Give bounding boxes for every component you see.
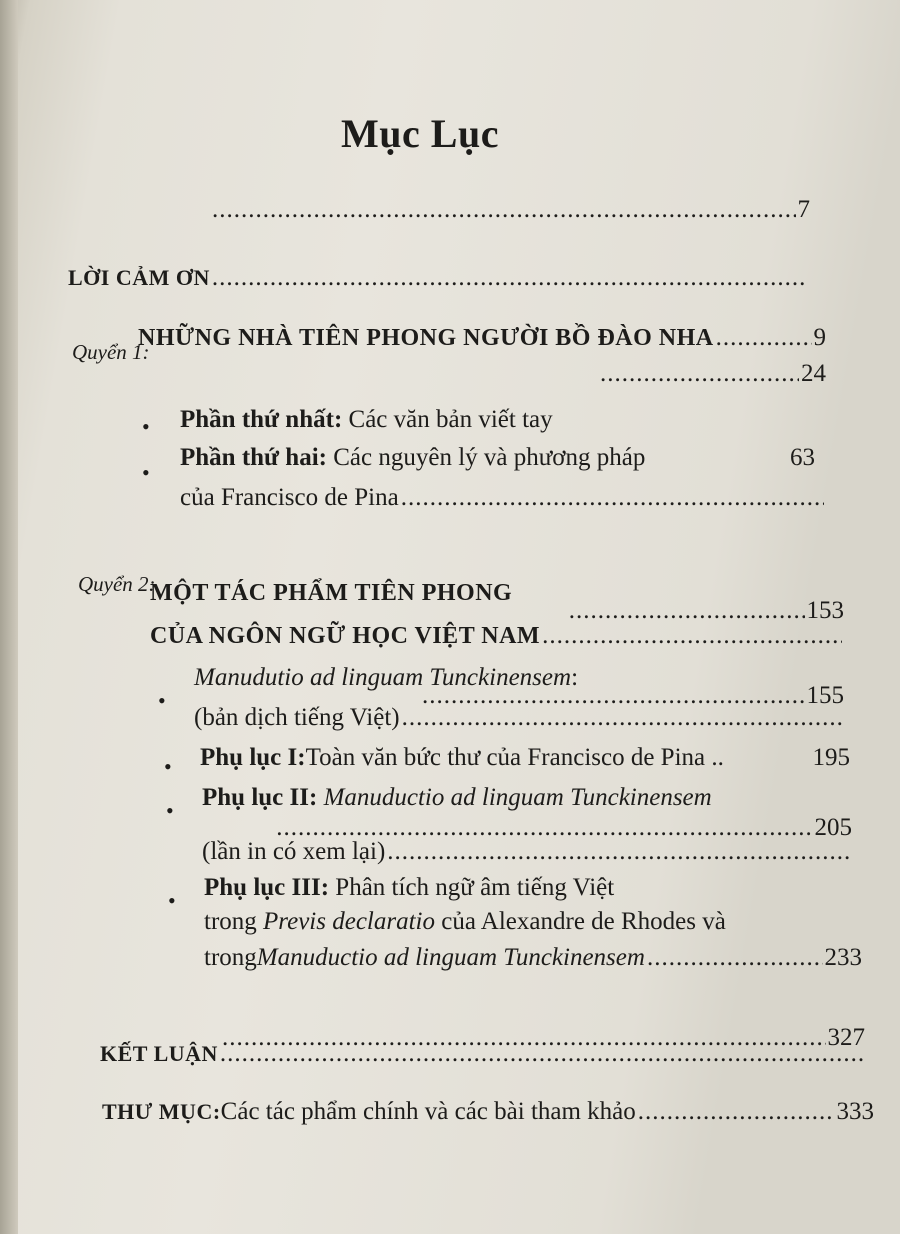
dot-leader xyxy=(401,484,824,512)
entry-label: Các văn bản viết tay xyxy=(342,406,553,433)
toc-acknowledgements[interactable] xyxy=(68,264,808,292)
entry-label: LỜI CẢM ƠN xyxy=(68,265,210,290)
dot-leader xyxy=(220,1040,863,1068)
dot-leader xyxy=(569,597,805,625)
volume-label-2: Quyển 2: xyxy=(78,572,156,596)
volume-label-1: Quyển 1: xyxy=(72,340,150,364)
toc-book2-item3-line1[interactable] xyxy=(202,784,712,812)
entry-label-bold: Phụ lục I: xyxy=(200,744,306,771)
toc-book2-heading-line1[interactable]: MỘT TÁC PHẨM TIÊN PHONG xyxy=(150,580,513,606)
entry-label-bold: Phần thứ hai: xyxy=(180,444,327,471)
dot-leader xyxy=(212,196,796,224)
toc-book2-item4-line3[interactable] xyxy=(204,944,862,972)
toc-book1-item1[interactable] xyxy=(180,406,553,434)
toc-book1-item2-line2[interactable] xyxy=(180,484,826,512)
page-number: 195 xyxy=(812,744,850,771)
toc-acknowledgements-page-row xyxy=(210,196,810,224)
page-number: 327 xyxy=(827,1024,865,1051)
page-number: 63 xyxy=(790,444,815,471)
entry-label: Toàn văn bức thư của Francisco de Pina .. xyxy=(305,744,724,771)
page-number: 24 xyxy=(801,360,826,387)
page-number: 155 xyxy=(806,682,844,709)
toc-book1-heading[interactable] xyxy=(138,324,826,352)
page-title: Mục Lục xyxy=(341,111,499,156)
entry-label-bold: THƯ MỤC: xyxy=(102,1099,221,1124)
entry-label: Các tác phẩm chính và các bài tham khảo xyxy=(220,1098,636,1125)
dot-leader xyxy=(387,838,850,866)
toc-book2-item3-line2[interactable] xyxy=(202,838,852,866)
page-number: 233 xyxy=(824,944,862,971)
entry-label: của Francisco de Pina xyxy=(180,484,399,511)
entry-label: KẾT LUẬN xyxy=(100,1041,218,1066)
dot-leader xyxy=(212,264,806,292)
dot-leader xyxy=(600,360,799,388)
toc-book2-item4-line1[interactable] xyxy=(204,874,614,902)
page-number: 205 xyxy=(814,814,852,841)
toc-book2-heading-line2[interactable] xyxy=(150,622,844,650)
entry-label-bold: Phụ lục III: xyxy=(204,874,330,901)
dot-leader xyxy=(716,324,812,352)
entry-label: (bản dịch tiếng Việt) xyxy=(194,704,400,731)
entry-label: NHỮNG NHÀ TIÊN PHONG NGƯỜI BỒ ĐÀO NHA xyxy=(138,325,714,351)
entry-label-italic: Manuductio ad linguam Tunckinensem xyxy=(323,784,712,811)
bullet: • xyxy=(168,888,176,913)
entry-label-italic: Manuductio ad linguam Tunckinensem xyxy=(256,944,645,971)
entry-label: trong xyxy=(204,944,257,971)
entry-label: Phân tích ngữ âm tiếng Việt xyxy=(329,874,615,901)
entry-label: trong xyxy=(204,908,264,935)
page-number: 9 xyxy=(813,324,826,351)
entry-label: của Alexandre de Rhodes và xyxy=(434,908,726,935)
dot-leader xyxy=(647,944,823,972)
dot-leader xyxy=(638,1098,835,1126)
dot-leader xyxy=(402,704,842,732)
toc-conclusion[interactable] xyxy=(100,1040,865,1068)
toc-bibliography[interactable] xyxy=(102,1098,874,1126)
entry-label: Các nguyên lý và phương pháp xyxy=(327,444,646,471)
entry-label: : xyxy=(571,664,579,691)
bullet: • xyxy=(158,688,166,713)
toc-book1-item1-page-row xyxy=(598,360,826,388)
toc-book2-item2[interactable] xyxy=(200,744,850,772)
page-number: 153 xyxy=(806,597,844,624)
bullet: • xyxy=(166,798,174,823)
bullet: • xyxy=(142,460,150,485)
entry-label: (lần in có xem lại) xyxy=(202,838,386,865)
entry-label-bold: Phụ lục II: xyxy=(202,784,318,811)
toc-book2-item4-line2[interactable] xyxy=(204,908,726,936)
bullet: • xyxy=(164,754,172,779)
entry-label-italic: Manudutio ad linguam Tunckinensem xyxy=(194,664,572,691)
dot-leader xyxy=(542,622,842,650)
toc-book2-item1-line2[interactable] xyxy=(194,704,844,732)
page-number: 333 xyxy=(836,1098,874,1125)
page-number: 7 xyxy=(797,196,810,223)
toc-book2-page-row xyxy=(150,597,844,625)
entry-label-bold: Phần thứ nhất: xyxy=(180,406,343,433)
entry-label-italic: Previs declaratio xyxy=(263,908,435,935)
bullet: • xyxy=(142,414,150,439)
entry-label: CỦA NGÔN NGỮ HỌC VIỆT NAM xyxy=(150,623,541,649)
toc-book1-item2-line1[interactable] xyxy=(180,444,645,472)
